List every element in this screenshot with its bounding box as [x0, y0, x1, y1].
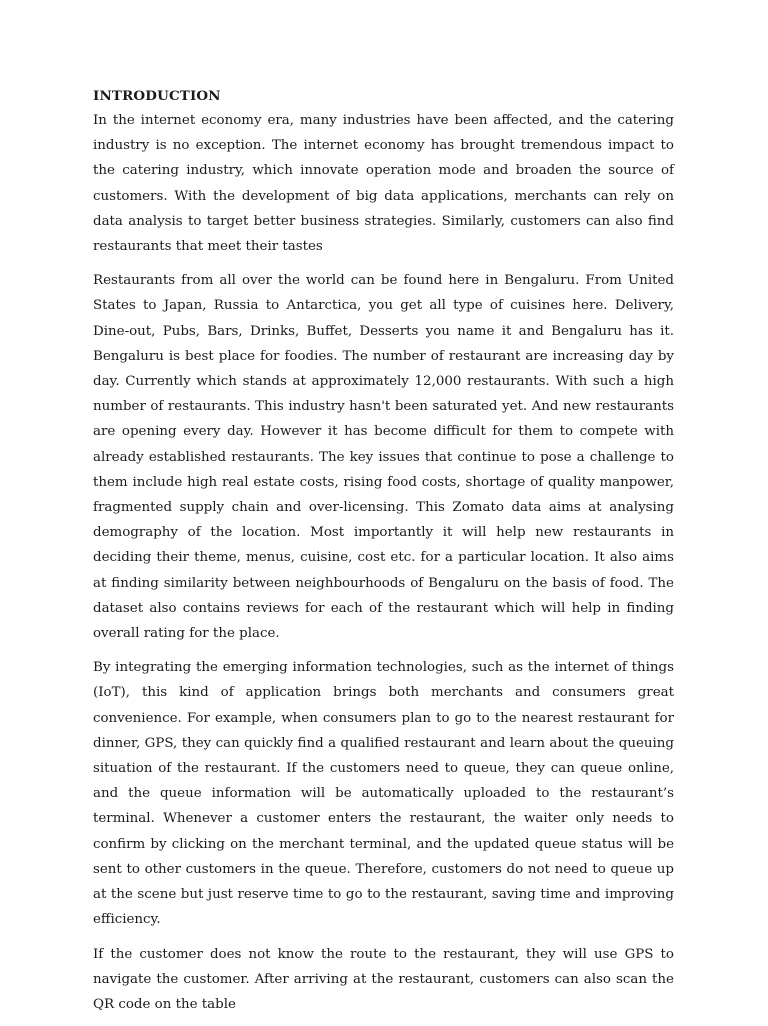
paragraph-iot: By integrating the emerging information technologies, such as the internet of things (IoT), this kind of application brings both merchants and consumers great convenience. For example, when consumers plan to go to the nearest restaurant for dinner, GPS, they can quickly find a qualified restaurant and learn about the queuing situation of the restaurant. If the customers need to queue, they can queue online, and the queue information will be automatically uploaded to the restaurant’s terminal. Whenever a customer enters the restaurant, the waiter only needs to confirm by clicking on the merchant terminal, and the updated queue status will be sent to other customers in the queue. Therefore, customers do not need to queue up at the scene but just reserve time to go to the restaurant, saving time and improving efficiency. — [93, 660, 674, 928]
paragraph-gps: If the customer does not know the route to the restaurant, they will use GPS to navigate the customer. After arriving at the restaurant, customers can also scan the QR code on the table — [93, 946, 674, 1012]
document-page — [93, 86, 674, 1026]
section-heading: INTRODUCTION — [93, 88, 221, 104]
paragraph-intro: In the internet economy era, many industries have been affected, and the catering industry is no exception. The internet economy has brought tremendous impact to the catering industry, which innovate operation mode and broaden the source of customers. With the development of big data applications, merchants can rely on data analysis to target better business strategies. Similarly, customers can also find restaurants that meet their tastes — [93, 113, 674, 255]
paragraph-bengaluru: Restaurants from all over the world can be found here in Bengaluru. From United States to Japan, Russia to Antarctica, you get all type of cuisines here. Delivery, Dine-out, Pubs, Bars, Drinks, Buffet, Desserts you name it and Bengaluru has it. Bengaluru is best place for foodies. The number of restaurant are increasing day by day. Currently which stands at approximately 12,000 restaurants. With such a high number of restaurants. This industry hasn't been saturated yet. And new restaurants are opening every day. However it has become difficult for them to compete with already established restaurants. The key issues that continue to pose a challenge to them include high real estate costs, rising food costs, shortage of quality manpower, fragmented supply chain and over-licensing. This Zomato data aims at analysing demography of the location. Most importantly it will help new restaurants in deciding their theme, menus, cuisine, cost etc. for a particular location. It also aims at finding similarity between neighbourhoods of Bengaluru on the basis of food. The dataset also contains reviews for each of the restaurant which will help in finding overall rating for the place. — [93, 273, 674, 642]
